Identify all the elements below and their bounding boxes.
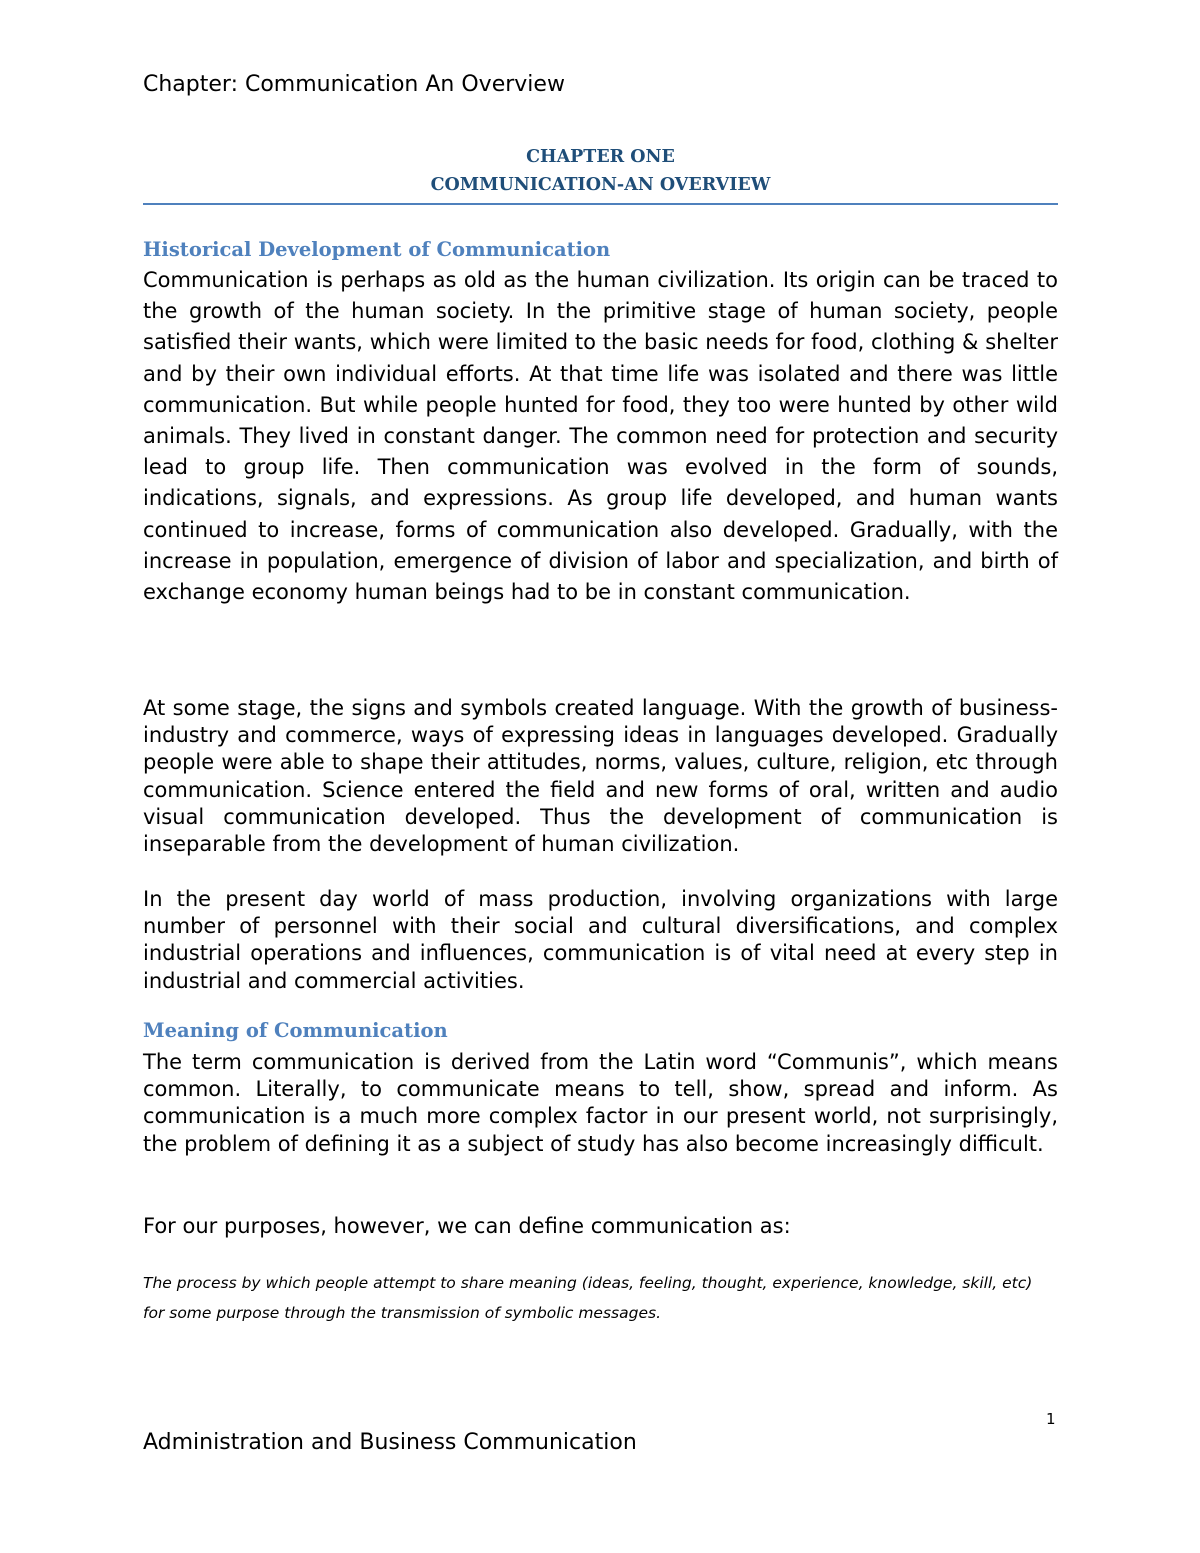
paragraph-present-day: In the present day world of mass production, involving organizations with large number of personnel with their social and cultural diversifications, and complex industrial operations and influences, communication is of vital need at every step in industrial and commercial activities. [143,887,1058,993]
paragraph-communis: The term communication is derived from the Latin word “Communis”, which means common. Literally, to communicate means to tell, show, spread and inform. As communication is a much more complex factor in our present world, not surprisingly, the problem of defining it as a subject of study has also become increasingly difficult. [143,1050,1058,1156]
chapter-title [143,143,1058,199]
page-number: 1 [1046,1410,1056,1428]
section-heading-meaning: Meaning of Communication [143,1019,448,1042]
title-divider [143,203,1058,205]
paragraph-origins: Communication is perhaps as old as the human civilization. Its origin can be traced to the growth of the human society. In the primitive stage of human society, people satisfied their wants, which were limited to the basic needs for food, clothing & shelter and by their own individual efforts. At that time life was isolated and there was little communication. But while people hunted for food, they too were hunted by other wild animals. They lived in constant danger. The common need for protection and security lead to group life. Then communication was evolved in the form of sounds, indications, signals, and expressions. As group life developed, and human wants continued to increase, forms of communication also developed. Gradually, with the increase in population, emergence of division of labor and specialization, and birth of exchange economy human beings had to be in constant communication. [143,268,1058,605]
running-footer: Administration and Business Communication [143,1430,637,1455]
paragraph-definition-intro: For our purposes, however, we can define communication as: [143,1214,791,1238]
running-header: Chapter: Communication An Overview [143,72,565,97]
chapter-subtitle: COMMUNICATION-AN OVERVIEW [430,175,771,195]
definition-quote: The process by which people attempt to share meaning (ideas, feeling, thought, experience, knowledge, skill, etc) for some purpose through the transmission of symbolic messages. [143,1274,1033,1322]
paragraph-language: At some stage, the signs and symbols created language. With the growth of business-industry and commerce, ways of expressing ideas in languages developed. Gradually people were able to shape their attitudes, norms, values, culture, religion, etc through communication. Science entered the field and new forms of oral, written and audio visual communication developed. Thus the development of communication is inseparable from the development of human civilization. [143,696,1058,857]
section-heading-historical: Historical Development of Communication [143,238,611,261]
chapter-number: CHAPTER ONE [526,147,675,167]
